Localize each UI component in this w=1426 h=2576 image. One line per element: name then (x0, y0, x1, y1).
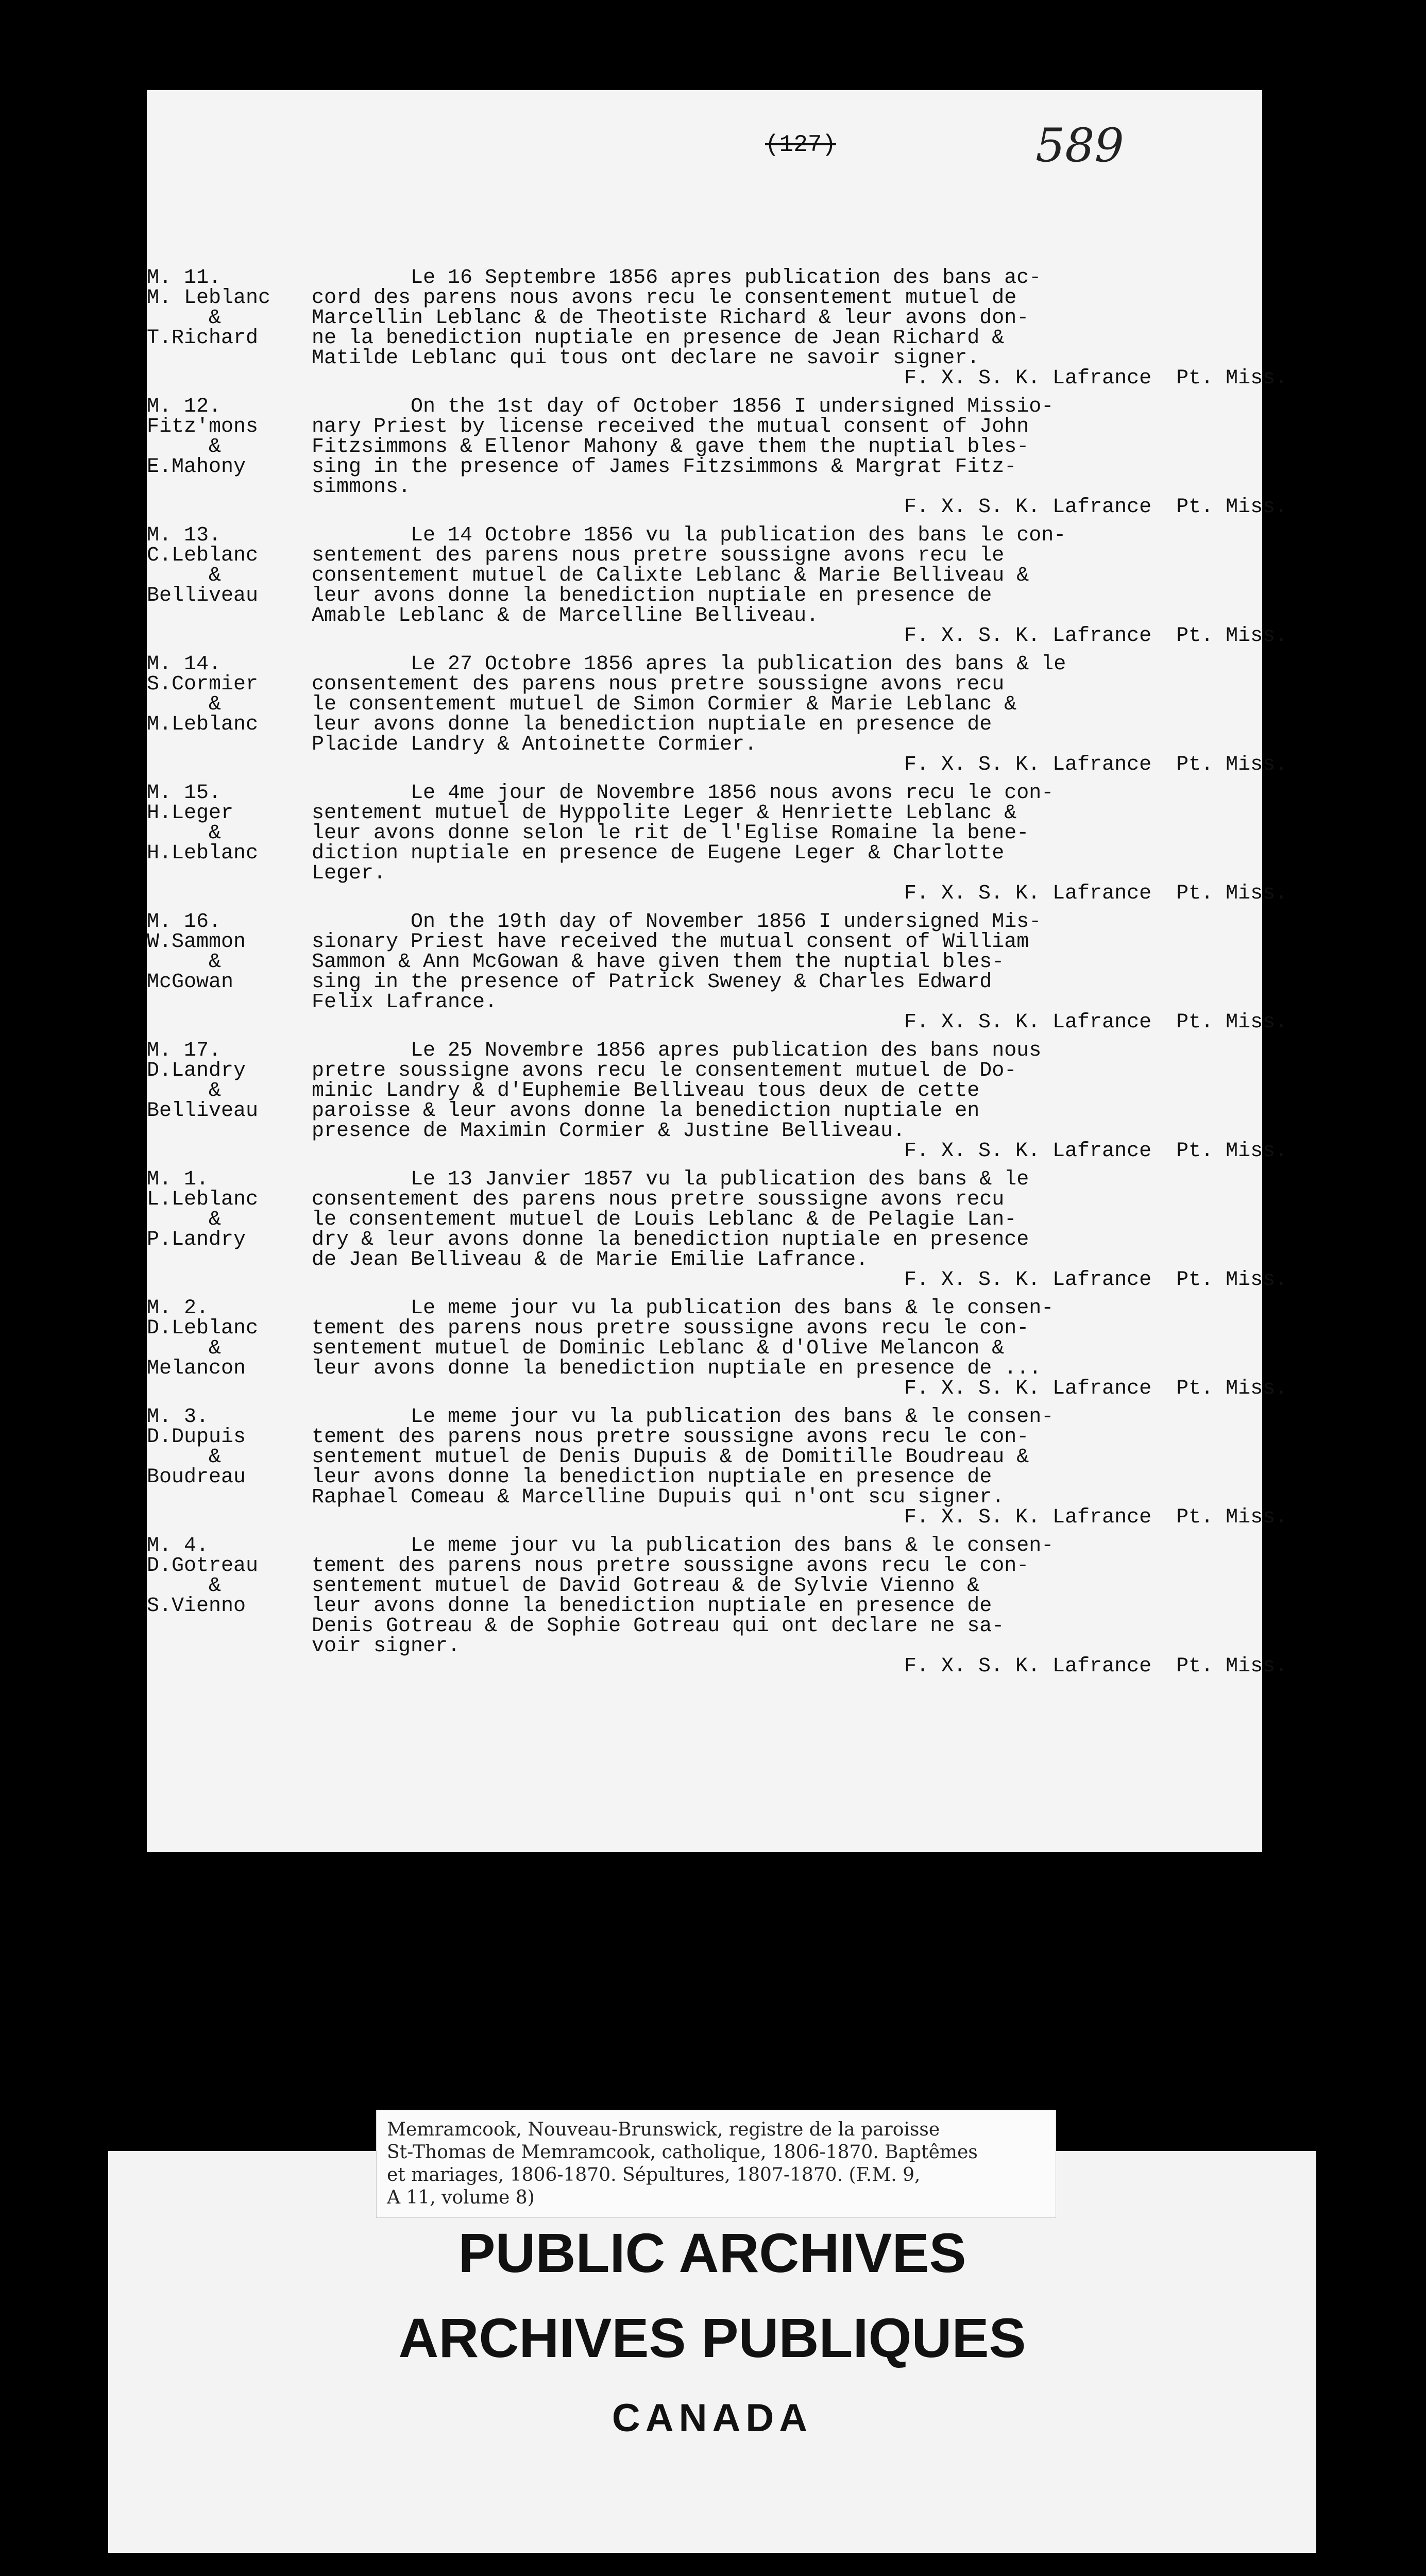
text-line: On the 19th day of November 1856 I undersigned Mis- (312, 910, 1042, 934)
marriage-entry (147, 653, 1288, 776)
margin-line: D.Dupuis (147, 1426, 246, 1449)
entry-text (312, 910, 1288, 1034)
margin-line: D.Gotreau (147, 1554, 259, 1578)
marriage-entry (147, 524, 1288, 648)
priest-signature: F. X. S. K. Lafrance Pt. Miss. (904, 1140, 1288, 1163)
margin-line: D.Leblanc (147, 1317, 259, 1340)
margin-line: & (147, 1079, 222, 1103)
text-line: Le 25 Novembre 1856 apres publication des bans nous (312, 1039, 1042, 1062)
text-line: sing in the presence of Patrick Sweney & Charles Edward (312, 971, 992, 994)
text-line: leur avons donne la benediction nuptiale en presence de (312, 1466, 992, 1489)
margin-line: M. 15. (147, 782, 222, 805)
margin-line: M. 1. (147, 1168, 209, 1191)
text-line: leur avons donne la benediction nuptiale en presence de (312, 713, 992, 736)
margin-line: S.Cormier (147, 673, 259, 696)
margin-line: M. 4. (147, 1534, 209, 1557)
marriage-entry (147, 266, 1288, 390)
marriage-entry (147, 1534, 1288, 1678)
entry-text (312, 1168, 1288, 1292)
margin-line: M. 14. (147, 653, 222, 676)
entry-margin-note (147, 912, 312, 992)
priest-signature: F. X. S. K. Lafrance Pt. Miss. (904, 624, 1288, 648)
text-line: Felix Lafrance. (312, 991, 498, 1014)
text-line: Marcellin Leblanc & de Theotiste Richard & leur avons don- (312, 307, 1029, 330)
text-line: tement des parens nous pretre soussigne avons recu le con- (312, 1554, 1029, 1578)
text-line: le consentement mutuel de Simon Cormier & Marie Leblanc & (312, 693, 1017, 716)
entry-margin-note (147, 397, 312, 477)
marriage-entry (147, 782, 1288, 905)
margin-line: M. 13. (147, 524, 222, 547)
marriage-entry (147, 395, 1288, 519)
entry-margin-note (147, 1536, 312, 1616)
text-line: consentement des parens nous pretre soussigne avons recu (312, 1188, 1005, 1211)
entry-margin-note (147, 783, 312, 863)
margin-line: Belliveau (147, 1099, 259, 1123)
margin-line: McGowan (147, 971, 234, 994)
margin-line: M. 16. (147, 910, 222, 934)
text-line: sentement mutuel de Hyppolite Leger & Henriette Leblanc & (312, 802, 1017, 825)
entry-margin-note (147, 268, 312, 348)
struck-page-number: (127) (765, 131, 837, 158)
text-line: consentement des parens nous pretre soussigne avons recu (312, 673, 1005, 696)
margin-line: M. 11. (147, 266, 222, 290)
priest-signature: F. X. S. K. Lafrance Pt. Miss. (904, 1506, 1288, 1529)
margin-line: C.Leblanc (147, 544, 259, 567)
label-line: Memramcook, Nouveau-Brunswick, registre de la paroisse (387, 2119, 940, 2140)
text-line: On the 1st day of October 1856 I undersigned Missio- (312, 395, 1054, 418)
public-archives-heading: PUBLIC ARCHIVES (458, 2222, 966, 2284)
text-line: Le 14 Octobre 1856 vu la publication des bans le con- (312, 524, 1066, 547)
entry-text (312, 1297, 1288, 1400)
priest-signature: F. X. S. K. Lafrance Pt. Miss. (904, 1655, 1288, 1678)
priest-signature: F. X. S. K. Lafrance Pt. Miss. (904, 1268, 1288, 1292)
entry-text (312, 395, 1288, 519)
entry-margin-note (147, 1407, 312, 1487)
text-line: de Jean Belliveau & de Marie Emilie Lafrance. (312, 1248, 869, 1272)
margin-line: & (147, 1446, 222, 1469)
text-line: minic Landry & d'Euphemie Belliveau tous deux de cette (312, 1079, 980, 1103)
margin-line: & (147, 951, 222, 974)
entry-text (312, 1534, 1288, 1678)
margin-line: M. 3. (147, 1405, 209, 1429)
text-line: simmons. (312, 476, 411, 499)
text-line: Le 27 Octobre 1856 apres la publication des bans & le (312, 653, 1066, 676)
text-line: Amable Leblanc & de Marcelline Belliveau. (312, 604, 819, 628)
text-line: dry & leur avons donne la benediction nuptiale en presence (312, 1228, 1029, 1251)
text-line: presence de Maximin Cormier & Justine Belliveau. (312, 1120, 906, 1143)
margin-line: M. 17. (147, 1039, 222, 1062)
margin-line: H.Leger (147, 802, 234, 825)
priest-signature: F. X. S. K. Lafrance Pt. Miss. (904, 1377, 1288, 1400)
text-line: sentement mutuel de Denis Dupuis & de Domitille Boudreau & (312, 1446, 1029, 1469)
text-line: le consentement mutuel de Louis Leblanc & de Pelagie Lan- (312, 1208, 1017, 1231)
entry-margin-note (147, 654, 312, 735)
margin-line: & (147, 1574, 222, 1598)
text-line: tement des parens nous pretre soussigne avons recu le con- (312, 1317, 1029, 1340)
margin-line: & (147, 1208, 222, 1231)
entry-text (312, 782, 1288, 905)
handwritten-page-number: 589 (1035, 118, 1124, 173)
priest-signature: F. X. S. K. Lafrance Pt. Miss. (904, 496, 1288, 519)
margin-line: & (147, 822, 222, 845)
entry-text (312, 653, 1288, 776)
margin-line: & (147, 1337, 222, 1360)
margin-line: M. Leblanc (147, 286, 271, 310)
entry-margin-note (147, 1298, 312, 1379)
text-line: Le meme jour vu la publication des bans & le consen- (312, 1297, 1054, 1320)
margin-line: & (147, 307, 222, 330)
text-line: leur avons donne la benediction nuptiale en presence de (312, 1595, 992, 1618)
text-line: Le 4me jour de Novembre 1856 nous avons recu le con- (312, 782, 1054, 805)
archive-label (376, 2110, 1056, 2218)
entry-text (312, 524, 1288, 648)
entry-margin-note (147, 1041, 312, 1121)
archives-publiques-heading: ARCHIVES PUBLIQUES (398, 2307, 1026, 2369)
margin-line: M. 2. (147, 1297, 209, 1320)
text-line: sentement des parens nous pretre soussigne avons recu le (312, 544, 1005, 567)
margin-line: H.Leblanc (147, 842, 259, 865)
text-line: Matilde Leblanc qui tous ont declare ne savoir signer. (312, 347, 980, 370)
label-line: et mariages, 1806-1870. Sépultures, 1807-1870. (F.M. 9, (387, 2164, 921, 2185)
text-line: sing in the presence of James Fitzsimmons & Margrat Fitz- (312, 455, 1017, 479)
text-line: paroisse & leur avons donne la benediction nuptiale en (312, 1099, 980, 1123)
priest-signature: F. X. S. K. Lafrance Pt. Miss. (904, 882, 1288, 905)
canada-heading: CANADA (612, 2396, 813, 2440)
text-line: consentement mutuel de Calixte Leblanc & Marie Belliveau & (312, 564, 1029, 587)
text-line: leur avons donne la benediction nuptiale en presence de (312, 584, 992, 607)
entry-margin-note (147, 526, 312, 606)
margin-line: L.Leblanc (147, 1188, 259, 1211)
margin-line: W.Sammon (147, 930, 246, 954)
entry-text (312, 1405, 1288, 1529)
margin-line: S.Vienno (147, 1595, 246, 1618)
margin-line: P.Landry (147, 1228, 246, 1251)
margin-line: M.Leblanc (147, 713, 259, 736)
text-line: Raphael Comeau & Marcelline Dupuis qui n'ont scu signer. (312, 1486, 1005, 1509)
marriage-entry (147, 1405, 1288, 1529)
text-line: Le 13 Janvier 1857 vu la publication des bans & le (312, 1168, 1029, 1191)
text-line: Le 16 Septembre 1856 apres publication des bans ac- (312, 266, 1042, 290)
text-line: diction nuptiale en presence de Eugene Leger & Charlotte (312, 842, 1005, 865)
priest-signature: F. X. S. K. Lafrance Pt. Miss. (904, 1011, 1288, 1034)
text-line: tement des parens nous pretre soussigne avons recu le con- (312, 1426, 1029, 1449)
text-line: voir signer. (312, 1635, 461, 1658)
text-line: cord des parens nous avons recu le consentement mutuel de (312, 286, 1017, 310)
margin-line: T.Richard (147, 327, 259, 350)
entry-margin-note (147, 1170, 312, 1250)
entry-text (312, 266, 1288, 390)
marriage-entry (147, 1168, 1288, 1292)
margin-line: E.Mahony (147, 455, 246, 479)
margin-line: Belliveau (147, 584, 259, 607)
entry-text (312, 1039, 1288, 1163)
margin-line: & (147, 564, 222, 587)
marriage-entries (147, 266, 1288, 1685)
marriage-entry (147, 910, 1288, 1034)
text-line: sentement mutuel de Dominic Leblanc & d'Olive Melancon & (312, 1337, 1005, 1360)
margin-line: & (147, 693, 222, 716)
marriage-entry (147, 1039, 1288, 1163)
priest-signature: F. X. S. K. Lafrance Pt. Miss. (904, 753, 1288, 776)
text-line: ne la benediction nuptiale en presence de Jean Richard & (312, 327, 1005, 350)
margin-line: & (147, 435, 222, 459)
margin-line: Fitz'mons (147, 415, 259, 438)
text-line: nary Priest by license received the mutual consent of John (312, 415, 1029, 438)
text-line: Denis Gotreau & de Sophie Gotreau qui ont declare ne sa- (312, 1615, 1005, 1638)
text-line: sionary Priest have received the mutual consent of William (312, 930, 1029, 954)
text-line: leur avons donne selon le rit de l'Eglise Romaine la bene- (312, 822, 1029, 845)
text-line: Fitzsimmons & Ellenor Mahony & gave them the nuptial bles- (312, 435, 1029, 459)
text-line: Placide Landry & Antoinette Cormier. (312, 733, 757, 756)
margin-line: D.Landry (147, 1059, 246, 1082)
marriage-entry (147, 1297, 1288, 1400)
margin-line: Melancon (147, 1357, 246, 1380)
text-line: sentement mutuel de David Gotreau & de Sylvie Vienno & (312, 1574, 980, 1598)
text-line: Le meme jour vu la publication des bans & le consen- (312, 1405, 1054, 1429)
margin-line: M. 12. (147, 395, 222, 418)
text-line: leur avons donne la benediction nuptiale en presence de ... (312, 1357, 1042, 1380)
text-line: Sammon & Ann McGowan & have given them the nuptial bles- (312, 951, 1005, 974)
label-line: A 11, volume 8) (387, 2187, 535, 2208)
register-page (147, 90, 1288, 1852)
margin-line: Boudreau (147, 1466, 246, 1489)
label-line: St-Thomas de Memramcook, catholique, 1806-1870. Baptêmes (387, 2142, 978, 2163)
text-line: Le meme jour vu la publication des bans & le consen- (312, 1534, 1054, 1557)
text-line: Leger. (312, 862, 386, 885)
text-line: pretre soussigne avons recu le consentement mutuel de Do- (312, 1059, 1017, 1082)
priest-signature: F. X. S. K. Lafrance Pt. Miss. (904, 367, 1288, 390)
